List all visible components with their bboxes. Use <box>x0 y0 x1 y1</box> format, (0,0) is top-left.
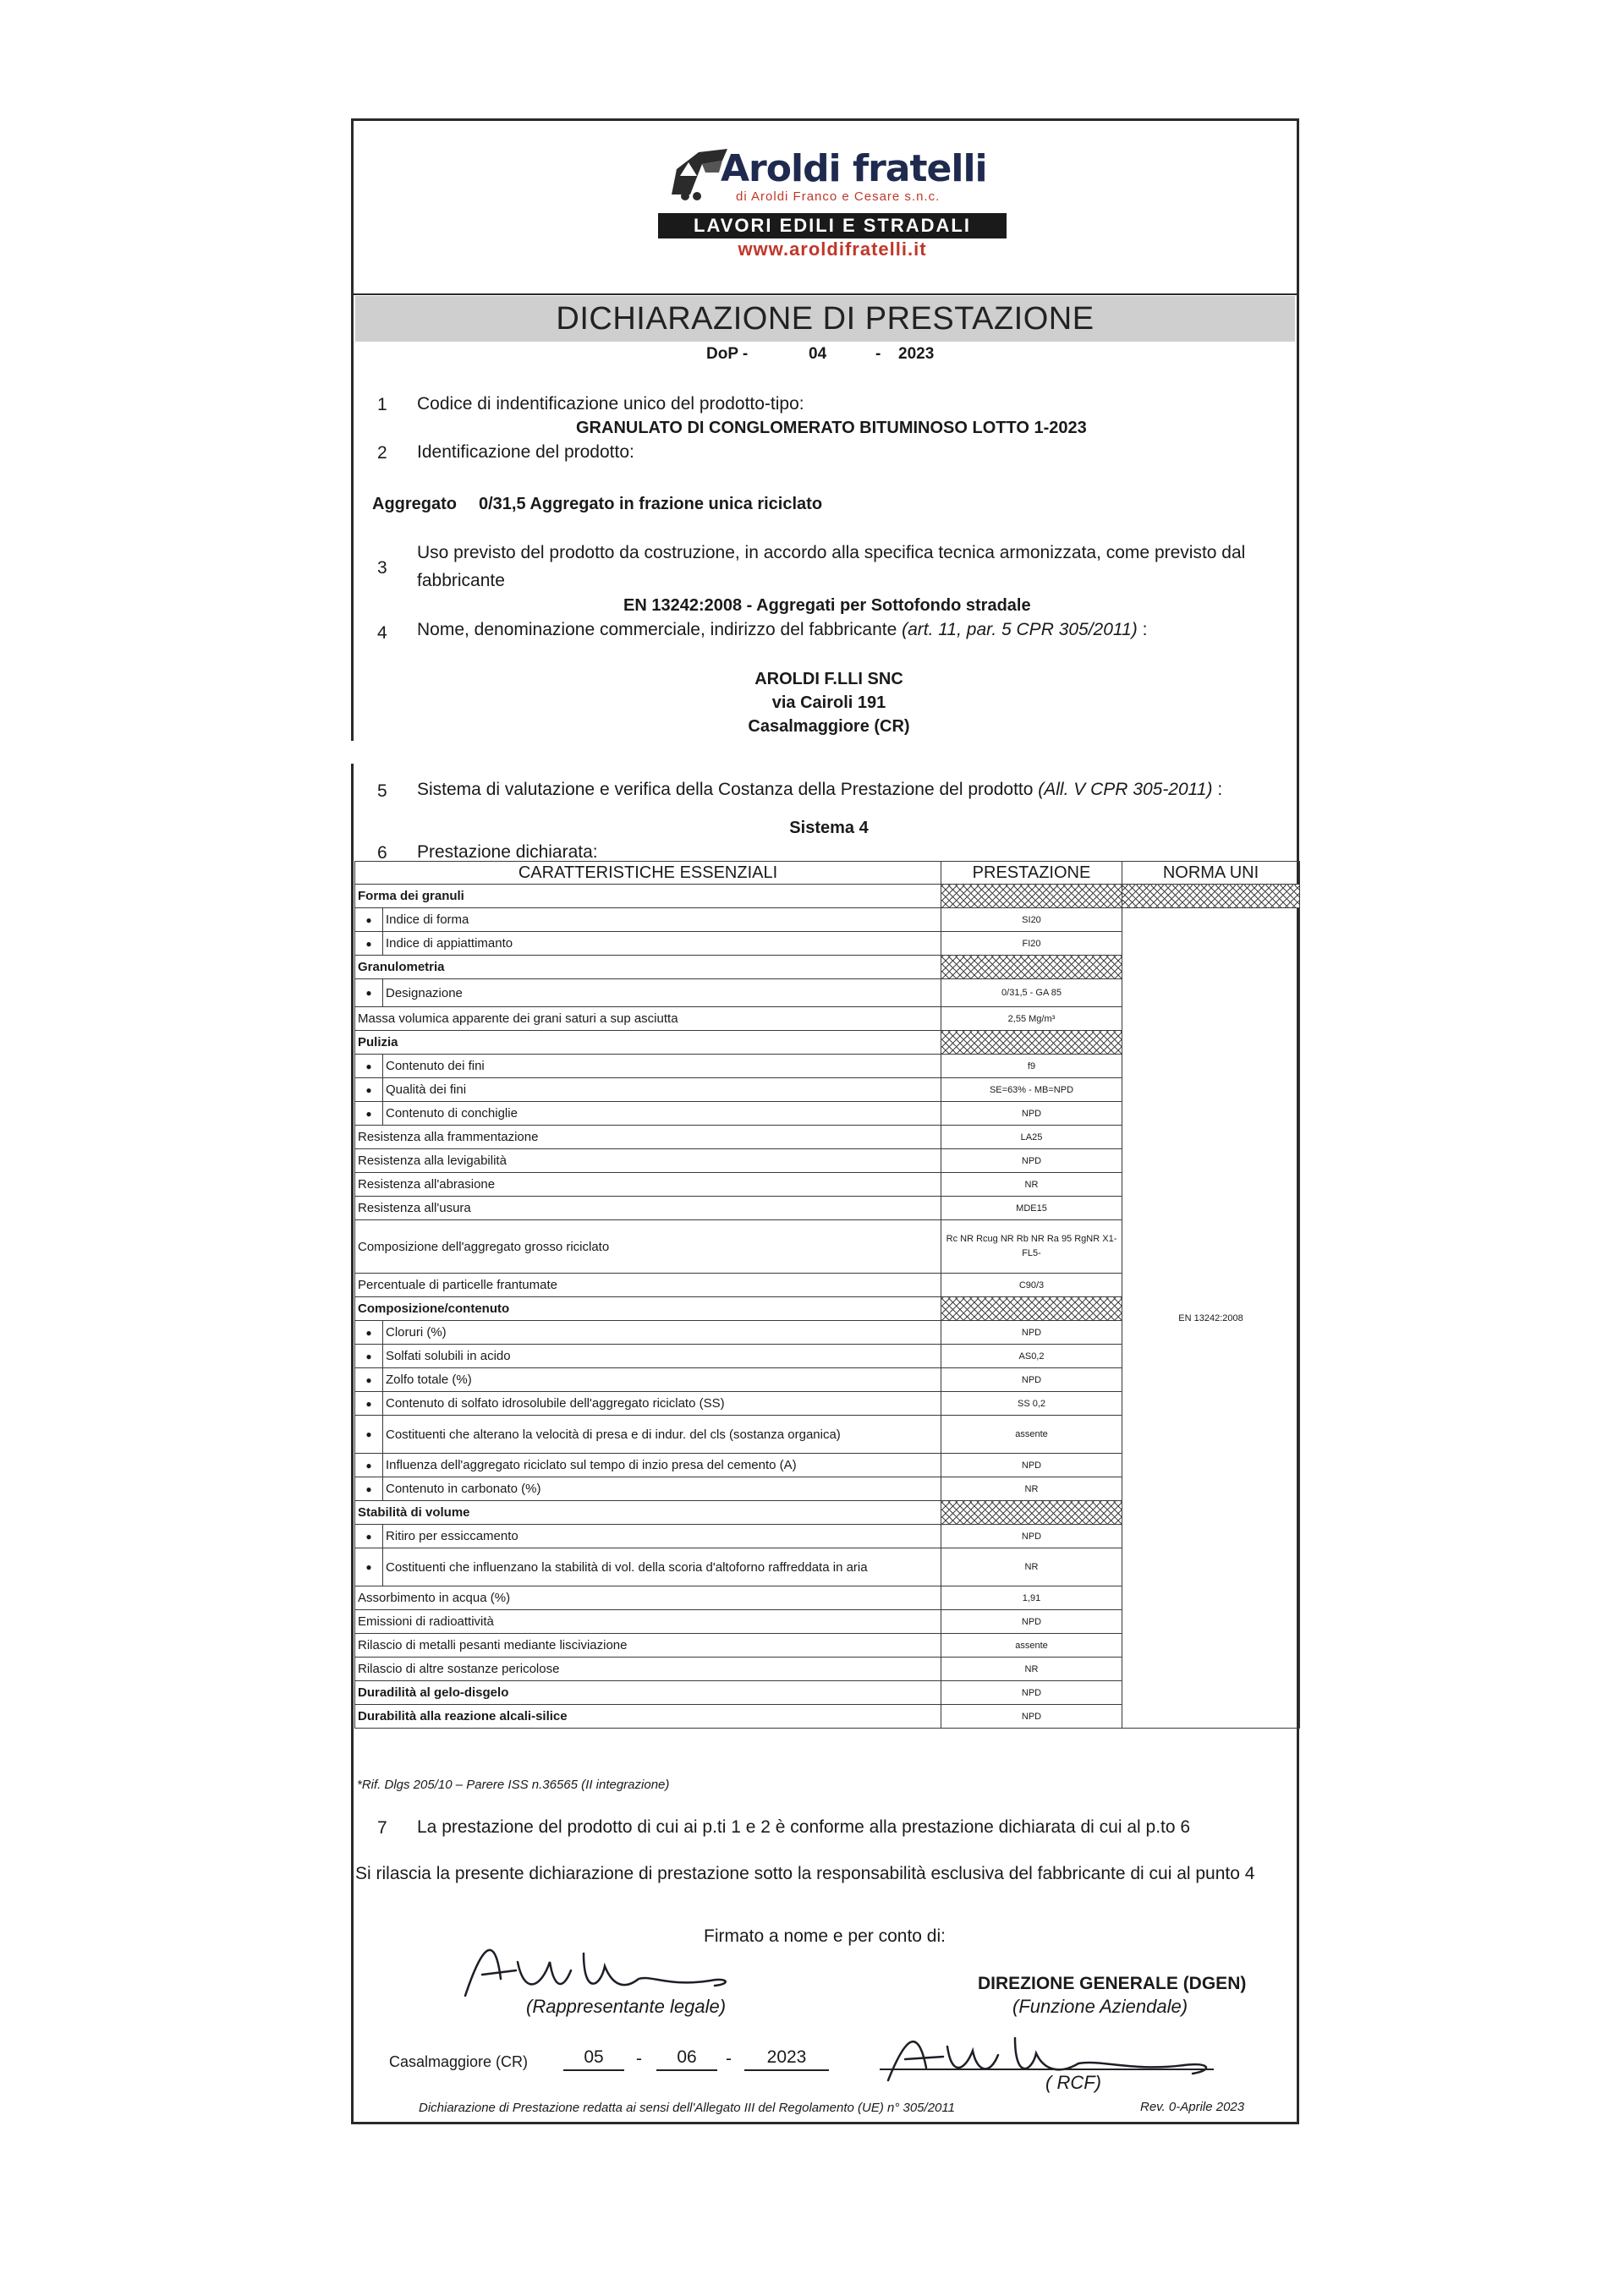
bullet-icon: ● <box>355 1477 383 1501</box>
date-day: 05 <box>584 2047 604 2067</box>
hatched-cell <box>941 1031 1122 1055</box>
bullet-icon: ● <box>355 1055 383 1078</box>
characteristic-label: Costituenti che influenzano la stabilità di vol. della scoria d'altoforno raffreddata in aria <box>383 1548 941 1586</box>
date-day-underline <box>563 2069 624 2071</box>
characteristic-label: Resistenza all'abrasione <box>355 1173 941 1197</box>
bullet-icon: ● <box>355 932 383 956</box>
characteristic-label: Resistenza alla frammentazione <box>355 1126 941 1149</box>
performance-value: NPD <box>941 1368 1122 1392</box>
performance-value: NR <box>941 1548 1122 1586</box>
section-4-colon: : <box>1142 620 1148 639</box>
bullet-icon: ● <box>355 1345 383 1368</box>
characteristic-label: Influenza dell'aggregato riciclato sul tempo di inzio presa del cemento (A) <box>383 1454 941 1477</box>
characteristic-label: Durabilità alla reazione alcali-silice <box>355 1705 941 1729</box>
table-header-row <box>355 862 1300 885</box>
header-characteristics: CARATTERISTICHE ESSENZIALI <box>355 862 941 885</box>
brand-url: www.aroldifratelli.it <box>738 238 927 260</box>
function-label: (Funzione Aziendale) <box>1012 1996 1188 2017</box>
bullet-icon: ● <box>355 1416 383 1454</box>
rcf-label: ( RCF) <box>1045 2072 1101 2093</box>
characteristic-label: Contenuto dei fini <box>383 1055 941 1078</box>
hatched-cell <box>941 1297 1122 1321</box>
legal-reference: Dichiarazione di Prestazione redatta ai sensi dell'Allegato III del Regolamento (UE) n° 305/2011 <box>419 2101 955 2115</box>
characteristic-label: Designazione <box>383 979 941 1007</box>
performance-value: Rc NR Rcug NR Rb NR Ra 95 RgNR X1- FL5- <box>941 1220 1122 1274</box>
section-2-number: 2 <box>377 443 387 463</box>
section-5-colon: : <box>1217 780 1223 799</box>
performance-value: SE=63% - MB=NPD <box>941 1078 1122 1102</box>
performance-value: SS 0,2 <box>941 1392 1122 1416</box>
characteristic-label: Duradilità al gelo-disgelo <box>355 1681 941 1705</box>
performance-value: NPD <box>941 1321 1122 1345</box>
bullet-icon: ● <box>355 1368 383 1392</box>
characteristic-label: Indice di forma <box>383 908 941 932</box>
performance-value: AS0,2 <box>941 1345 1122 1368</box>
performance-value: NPD <box>941 1149 1122 1173</box>
product-type-code: GRANULATO DI CONGLOMERATO BITUMINOSO LOTTO 1-2023 <box>576 419 1087 437</box>
release-statement: Si rilascia la presente dichiarazione di prestazione sotto la responsabilità esclusiva del fabbricante di cui al punto 4 <box>355 1864 1255 1883</box>
characteristic-label: Zolfo totale (%) <box>383 1368 941 1392</box>
group-label: Forma dei granuli <box>355 885 941 908</box>
performance-value: NR <box>941 1658 1122 1681</box>
reference-note: *Rif. Dlgs 205/10 – Parere ISS n.36565 (II integrazione) <box>357 1778 670 1792</box>
characteristic-label: Solfati solubili in acido <box>383 1345 941 1368</box>
performance-value: SI20 <box>941 908 1122 932</box>
section-4-label: Nome, denominazione commerciale, indirizzo del fabbricante <box>417 620 897 639</box>
dop-number: 04 <box>809 345 827 363</box>
norm-hatched-cell <box>1122 885 1300 908</box>
section-3-label-line1: Uso previsto del prodotto da costruzione, in accordo alla specifica tecnica armonizzata, come previsto dal <box>417 543 1246 562</box>
hatched-cell <box>941 885 1122 908</box>
section-4-ref: (art. 11, par. 5 CPR 305/2011) <box>902 620 1138 639</box>
direction-label: DIREZIONE GENERALE (DGEN) <box>978 1974 1247 1993</box>
section-7-number: 7 <box>377 1818 387 1838</box>
performance-value: LA25 <box>941 1126 1122 1149</box>
performance-value: assente <box>941 1634 1122 1658</box>
performance-value: NR <box>941 1173 1122 1197</box>
characteristic-label: Assorbimento in acqua (%) <box>355 1586 941 1610</box>
hatched-cell <box>941 1501 1122 1525</box>
section-4-number: 4 <box>377 623 387 643</box>
section-1-number: 1 <box>377 395 387 414</box>
group-label: Composizione/contenuto <box>355 1297 941 1321</box>
title-band <box>355 296 1295 342</box>
bullet-icon: ● <box>355 1525 383 1548</box>
performance-value: f9 <box>941 1055 1122 1078</box>
revision-label: Rev. 0-Aprile 2023 <box>1140 2100 1245 2114</box>
performance-value: NPD <box>941 1102 1122 1126</box>
dop-label: DoP - <box>706 345 749 363</box>
place-label: Casalmaggiore (CR) <box>389 2053 529 2070</box>
brand-band: LAVORI EDILI E STRADALI <box>658 213 1007 238</box>
brand-name: Aroldi fratelli <box>721 147 987 190</box>
intended-use: EN 13242:2008 - Aggregati per Sottofondo stradale <box>623 596 1031 615</box>
signed-for-label: Firmato a nome e per conto di: <box>704 1926 946 1946</box>
product-id-b: 0/31,5 Aggregato in frazione unica riciclato <box>479 495 823 513</box>
section-5-number: 5 <box>377 781 387 801</box>
characteristic-label: Cloruri (%) <box>383 1321 941 1345</box>
characteristic-label: Contenuto in carbonato (%) <box>383 1477 941 1501</box>
date-dash-1: - <box>636 2049 642 2069</box>
bullet-icon: ● <box>355 1102 383 1126</box>
performance-value: 1,91 <box>941 1586 1122 1610</box>
section-1-label: Codice di indentificazione unico del prodotto-tipo: <box>417 394 804 414</box>
document-title: DICHIARAZIONE DI PRESTAZIONE <box>556 300 1095 337</box>
performance-table <box>354 861 1300 1729</box>
section-3-number: 3 <box>377 558 387 578</box>
manufacturer-city: Casalmaggiore (CR) <box>748 717 910 736</box>
header-divider <box>354 293 1297 295</box>
product-id-a: Aggregato <box>372 495 457 513</box>
characteristic-label: Qualità dei fini <box>383 1078 941 1102</box>
bullet-icon: ● <box>355 908 383 932</box>
bullet-icon: ● <box>355 1454 383 1477</box>
dop-separator: - <box>875 345 881 363</box>
dop-year: 2023 <box>898 345 935 363</box>
characteristic-label: Massa volumica apparente dei grani saturi a sup asciutta <box>355 1007 941 1031</box>
table-row <box>355 885 1300 908</box>
performance-value: NR <box>941 1477 1122 1501</box>
characteristic-label: Resistenza alla levigabilità <box>355 1149 941 1173</box>
performance-value: NPD <box>941 1681 1122 1705</box>
characteristic-label: Emissioni di radioattività <box>355 1610 941 1634</box>
frame-gap <box>346 741 354 764</box>
section-6-label: Prestazione dichiarata: <box>417 842 598 862</box>
section-6-number: 6 <box>377 843 387 863</box>
hatched-cell <box>941 956 1122 979</box>
date-year: 2023 <box>766 2047 807 2067</box>
section-3-label-line2: fabbricante <box>417 571 505 590</box>
section-5-text <box>417 779 1222 801</box>
section-4-text <box>417 619 1147 641</box>
characteristic-label: Contenuto di solfato idrosolubile dell'aggregato riciclato (SS) <box>383 1392 941 1416</box>
assessment-system: Sistema 4 <box>789 819 869 837</box>
manufacturer-street: via Cairoli 191 <box>771 693 886 712</box>
characteristic-label: Rilascio di altre sostanze pericolose <box>355 1658 941 1681</box>
date-month: 06 <box>677 2047 697 2067</box>
characteristic-label: Costituenti che alterano la velocità di presa e di indur. del cls (sostanza organica) <box>383 1416 941 1454</box>
date-year-underline <box>744 2069 829 2071</box>
characteristic-label: Ritiro per essiccamento <box>383 1525 941 1548</box>
characteristic-label: Rilascio di metalli pesanti mediante lisciviazione <box>355 1634 941 1658</box>
performance-value: 2,55 Mg/m³ <box>941 1007 1122 1031</box>
characteristic-label: Contenuto di conchiglie <box>383 1102 941 1126</box>
bullet-icon: ● <box>355 979 383 1007</box>
performance-value: assente <box>941 1416 1122 1454</box>
group-label: Pulizia <box>355 1031 941 1055</box>
performance-value: NPD <box>941 1454 1122 1477</box>
characteristic-label: Resistenza all'usura <box>355 1197 941 1220</box>
group-label: Stabilità di volume <box>355 1501 941 1525</box>
section-5-ref: (All. V CPR 305-2011) <box>1038 780 1213 799</box>
section-5-label: Sistema di valutazione e verifica della Costanza della Prestazione del prodotto <box>417 780 1034 799</box>
group-label: Granulometria <box>355 956 941 979</box>
legal-rep-label: (Rappresentante legale) <box>526 1996 727 2017</box>
table-row <box>355 908 1300 932</box>
characteristic-label: Composizione dell'aggregato grosso riciclato <box>355 1220 941 1274</box>
bullet-icon: ● <box>355 1392 383 1416</box>
performance-value: NPD <box>941 1705 1122 1729</box>
bullet-icon: ● <box>355 1078 383 1102</box>
header-performance: PRESTAZIONE <box>941 862 1122 885</box>
performance-value: FI20 <box>941 932 1122 956</box>
date-dash-2: - <box>726 2049 732 2069</box>
header-norm: NORMA UNI <box>1122 862 1300 885</box>
brand-subtitle: di Aroldi Franco e Cesare s.n.c. <box>736 189 941 204</box>
date-month-underline <box>656 2069 717 2071</box>
performance-value: 0/31,5 - GA 85 <box>941 979 1122 1007</box>
performance-value: NPD <box>941 1525 1122 1548</box>
section-7-text: La prestazione del prodotto di cui ai p.ti 1 e 2 è conforme alla prestazione dichiarata di cui al p.to 6 <box>417 1817 1191 1837</box>
norm-value: EN 13242:2008 <box>1122 908 1300 1729</box>
bullet-icon: ● <box>355 1321 383 1345</box>
bullet-icon: ● <box>355 1548 383 1586</box>
characteristic-label: Percentuale di particelle frantumate <box>355 1274 941 1297</box>
performance-value: NPD <box>941 1610 1122 1634</box>
performance-value: MDE15 <box>941 1197 1122 1220</box>
performance-value: C90/3 <box>941 1274 1122 1297</box>
manufacturer-name: AROLDI F.LLI SNC <box>754 670 903 688</box>
section-2-label: Identificazione del prodotto: <box>417 442 634 462</box>
characteristic-label: Indice di appiattimanto <box>383 932 941 956</box>
